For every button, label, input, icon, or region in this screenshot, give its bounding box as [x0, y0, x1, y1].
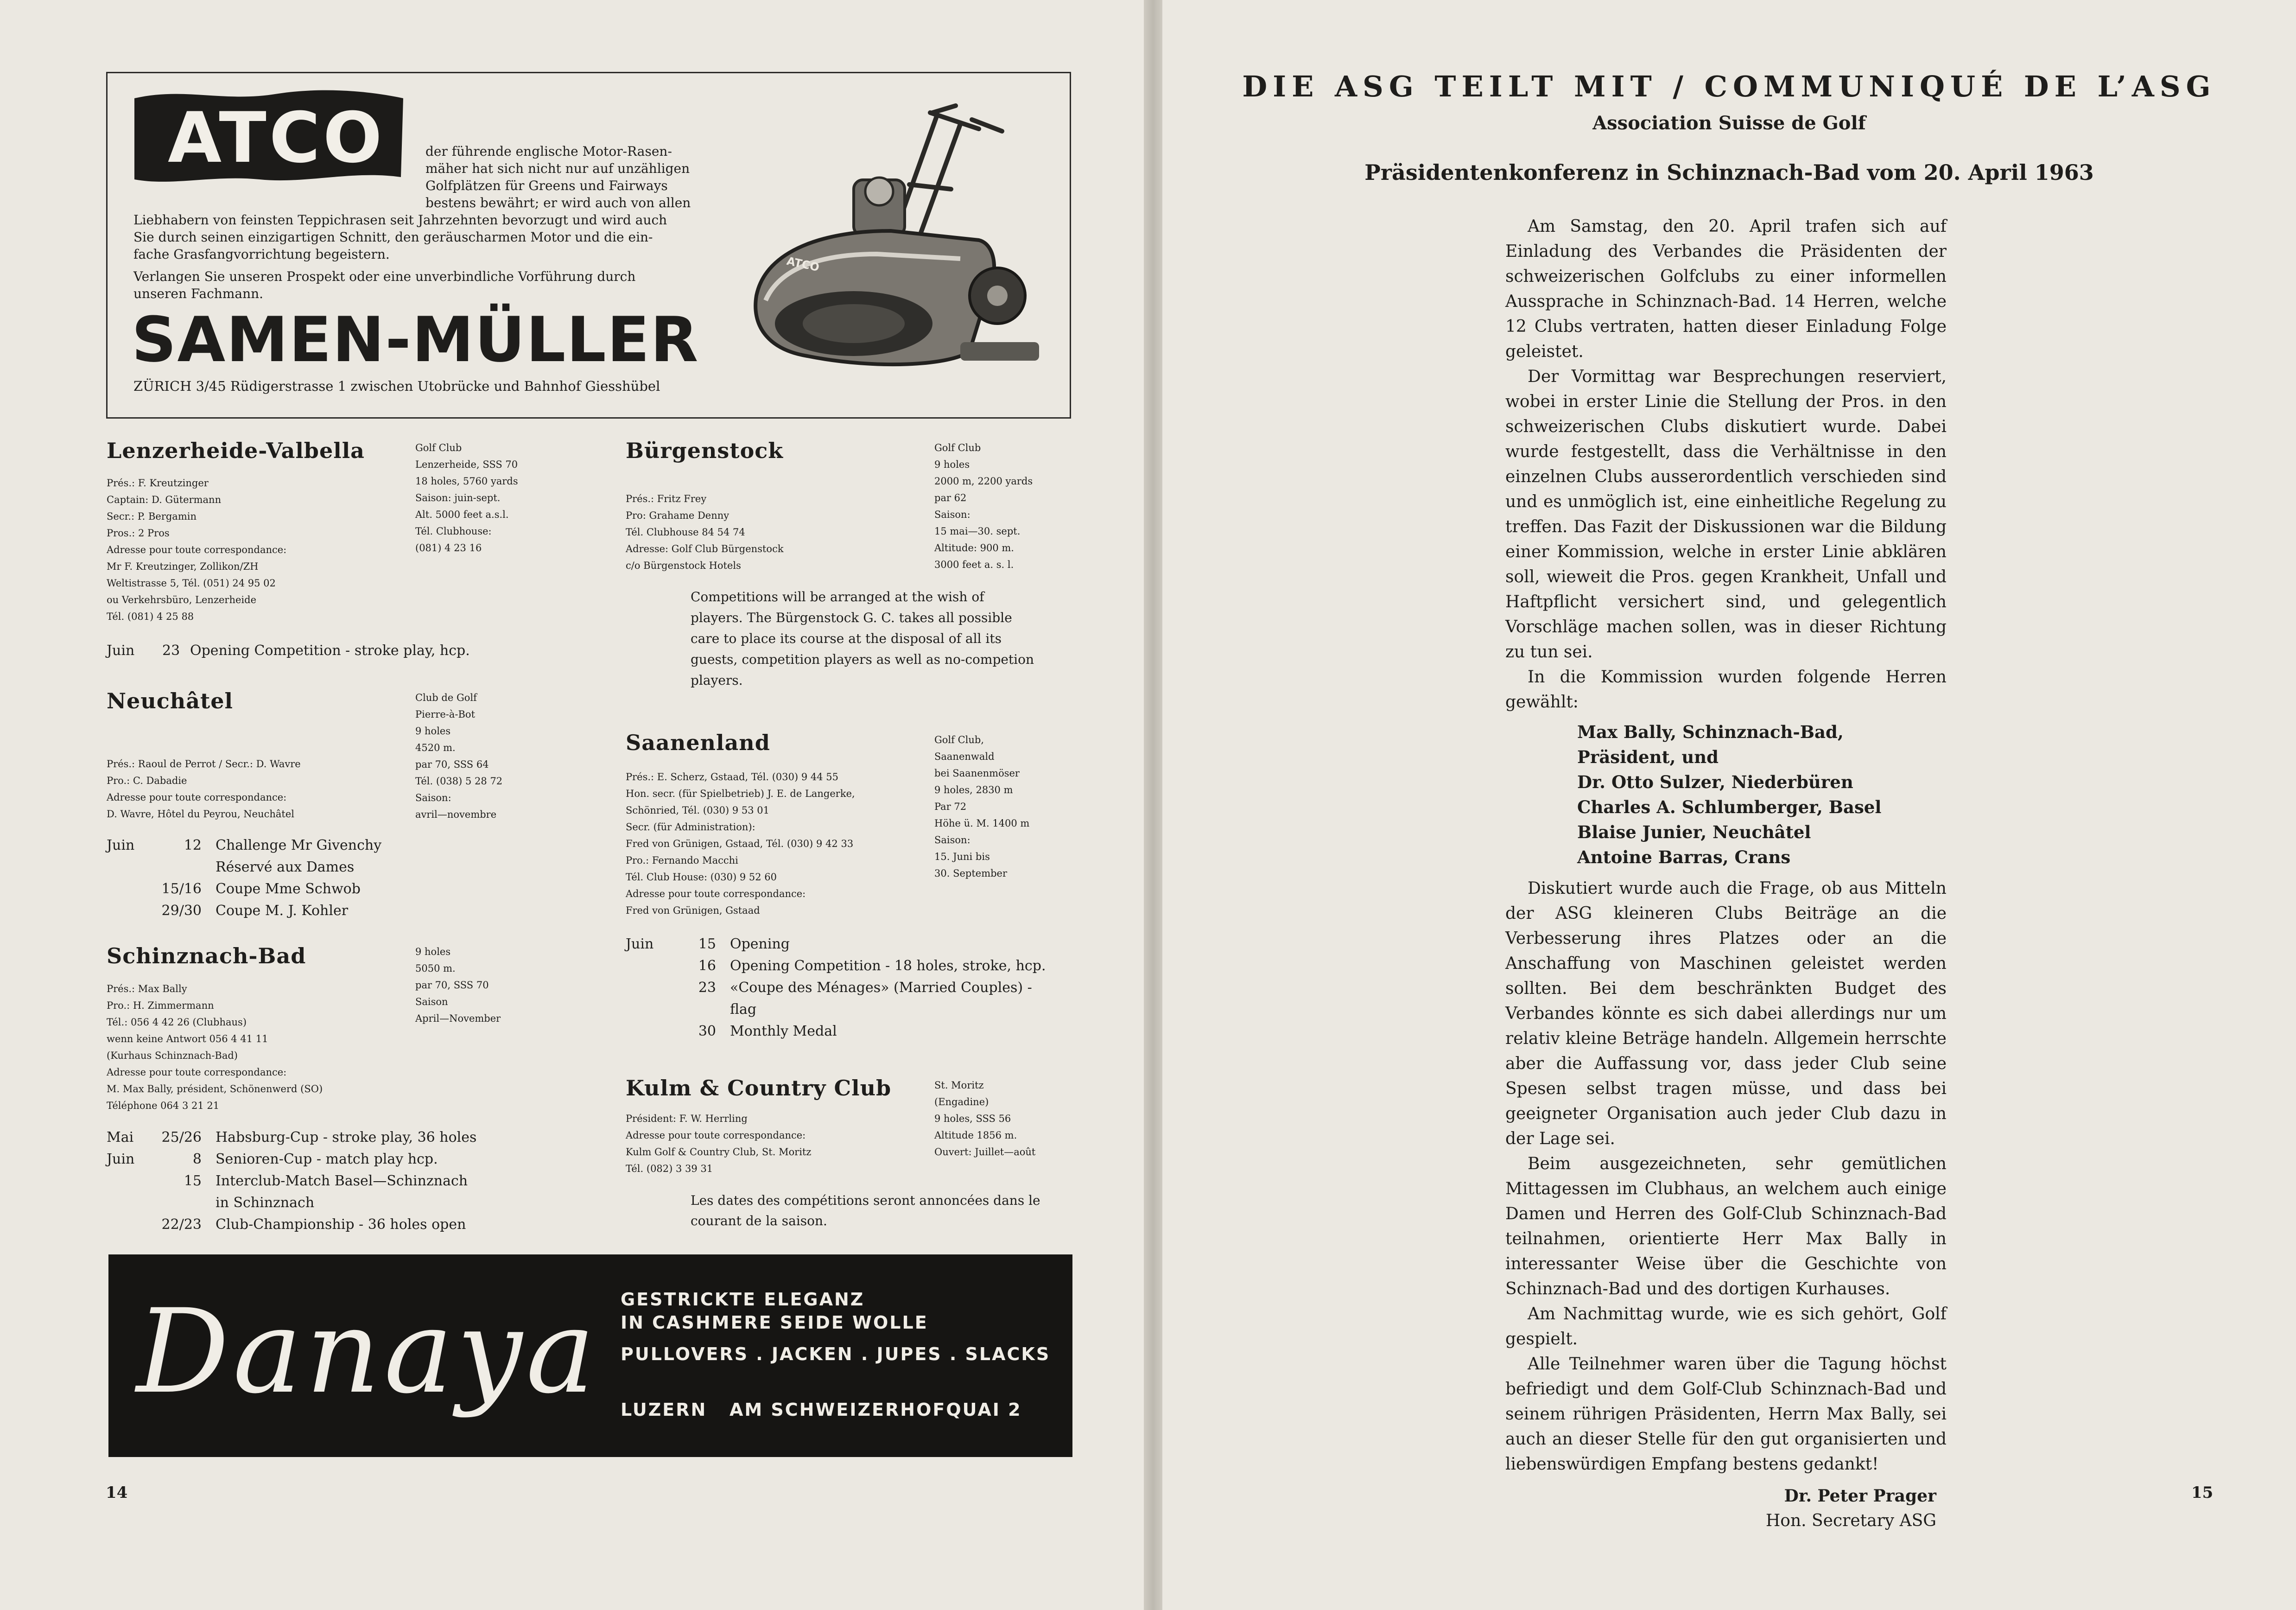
article-paragraph: Beim ausgezeichneten, sehr gemütlichen Mittagessen im Clubhaus, an welchem auch einige Damen und Herren des Golf-Club Schinznach-Bad teilnahmen, orientierte Herr Max Bally in interessanter Weise über die Geschichte von Schinznach-Bad und des dortigen Kurhauses.	[1505, 1154, 1947, 1298]
danaya-script-logo: Danaya	[136, 1284, 599, 1419]
kulm-note: Les dates des compétitions seront annoncées dans le courant de la saison.	[691, 1193, 1040, 1228]
club-info-burgenstock: Golf Club 9 holes 2000 m, 2200 yards par 62 Saison: 15 mai—30. sept. Altitude: 900 m. 3000 feet a. s. l.	[934, 442, 1033, 570]
article-title: Präsidentenkonferenz in Schinznach-Bad vom 20. April 1963	[1364, 160, 2094, 185]
event-row: Mai 25/26 Habsburg-Cup - stroke play, 36 holes	[107, 1129, 477, 1145]
book-gutter	[1144, 0, 1162, 1610]
atco-logo-text: ATCO	[168, 98, 385, 178]
commission-members: Max Bally, Schinznach-Bad, Präsident, und Dr. Otto Sulzer, Niederbüren Charles A. Schlumberger, Basel Blaise Junier, Neuchâtel Antoine Barras, Crans	[1577, 722, 1882, 867]
club-info-schinznach: 9 holes 5050 m. par 70, SSS 70 Saison April—November	[415, 946, 501, 1024]
event-list-saanenland	[626, 933, 1046, 1042]
burgenstock-note: Competitions will be arranged at the wish of players. The Bürgenstock G. C. takes all possible care to place its course at the disposal of all its guests, competition players as well as no-competion players.	[691, 589, 1034, 688]
event-row: Juin 15 Opening	[626, 936, 790, 952]
article-paragraph: Alle Teilnehmer waren über die Tagung höchst befriedigt und dem Golf-Club Schinznach-Bad und seinem rührigen Präsidenten, Herrn Max Bally, sei auch an dieser Stelle für den gut organisierten und liebenswürdigen Empfang bestens gedankt!	[1505, 1355, 1947, 1474]
page-number-right: 15	[2191, 1483, 2214, 1502]
article-paragraph: Der Vormittag war Besprechungen reserviert, wobei in erster Linie die Stellung der Pros. in den schweizerischen Clubs diskutiert wurde. Dabei wurde festgestellt, dass die Verhältnisse in den einzelnen Clubs ausserordentlich verschieden sind und es unmöglich ist, eine einheitliche Regelung zu treffen. Das Fazit der Diskussionen war die Bildung einer Kommission, welche in erster Linie abklären soll, wieweit die Pros. gegen Krankheit, Unfall und Haftpflicht versichert sind, und gelegentlich Vorschläge machen sollen, was in dieser Richtung zu tun sei.	[1505, 367, 1947, 662]
club-contacts-lenzerheide: Prés.: F. Kreutzinger Captain: D. Gütermann Secr.: P. Bergamin Pros.: 2 Pros Adresse pour toute correspondance: Mr F. Kreutzinger, Zollikon/ZH Weltistrasse 5, Tél. (051) 24 95 02 ou Verkehrsbüro, Lenzerheide Tél. (081) 4 25 88	[107, 477, 287, 622]
club-contacts-neuchatel: Prés.: Raoul de Perrot / Secr.: D. Wavre Pro.: C. Dabadie Adresse pour toute correspondance: D. Wavre, Hôtel du Peyrou, Neuchâtel	[107, 758, 301, 820]
article-paragraph: Am Nachmittag wurde, wie es sich gehört, Golf gespielt.	[1505, 1305, 1947, 1349]
event-row: Réservé aux Dames	[216, 859, 355, 875]
left-page	[0, 0, 1144, 1610]
article-paragraph: Diskutiert wurde auch die Frage, ob aus Mitteln der ASG kleineren Clubs Beiträge an die Verbesserung ihres Platzes oder an die Anschaffung von Maschinen geleistet werden sollten. Bei dem beschränkten Budget des Verbandes könnte es sich dabei allerdings nur um relativ kleine Beträge handeln. Allgemein herrschte aber die Auffassung vor, dass jeder Club seine Spesen selbst tragen müsse, und dass bei geeigneter Organisation auch jeder Club dazu in der Lage sei.	[1505, 879, 1947, 1148]
event-list-schinznach	[107, 1126, 476, 1235]
event-row: 30 Monthly Medal	[698, 1023, 837, 1039]
right-page	[1162, 0, 2296, 1610]
lawn-mower-image	[738, 92, 1058, 379]
club-title-saanenland: Saanenland	[626, 730, 770, 755]
article-body	[1505, 214, 1947, 1534]
event-list-lenzerheide	[107, 640, 470, 662]
article-paragraph: Am Samstag, den 20. April trafen sich auf Einladung des Verbandes die Präsidenten der schweizerischen Golfclubs zu einer informellen Aussprache in Schinznach-Bad. 14 Herren, welche 12 Clubs vertraten, hatten dieser Einladung Folge geleistet.	[1505, 217, 1947, 361]
atco-advertisement	[106, 72, 1071, 419]
danaya-products: PULLOVERS . JACKEN . JUPES . SLACKS	[621, 1344, 1051, 1364]
event-row: Juin 12 Challenge Mr Givenchy	[107, 837, 382, 853]
signature-title: Hon. Secretary ASG	[1765, 1511, 1936, 1530]
club-info-lenzerheide: Golf Club Lenzerheide, SSS 70 18 holes, 5760 yards Saison: juin-sept. Alt. 5000 feet a.s.l. Tél. Clubhouse: (081) 4 23 16	[415, 442, 518, 554]
club-title-schinznach: Schinznach-Bad	[107, 943, 306, 968]
asg-heading: DIE ASG TEILT MIT / COMMUNIQUÉ DE L’ASG	[1242, 70, 2216, 103]
club-contacts-saanenland: Prés.: E. Scherz, Gstaad, Tél. (030) 9 44 55 Hon. secr. (für Spielbetrieb) J. E. de Langerke, Schönried, Tél. (030) 9 53 01 Secr. (für Administration): Fred von Grünigen, Gstaad, Tél. (030) 9 42 33 Pro.: Fernando Macchi Tél. Club House: (030) 9 52 60 Adresse pour toute correspondance: Fred von Grünigen, Gstaad	[626, 771, 855, 916]
atco-prospect-text: Verlangen Sie unseren Prospekt oder eine unverbindliche Vorführung durch unseren Fachmann.	[133, 269, 636, 301]
club-contacts-kulm: Président: F. W. Herrling Adresse pour toute correspondance: Kulm Golf & Country Club, St. Moritz Tél. (082) 3 39 31	[626, 1113, 812, 1174]
samen-mueller-address: ZÜRICH 3/45 Rüdigerstrasse 1 zwischen Utobrücke und Bahnhof Giesshübel	[133, 378, 660, 394]
club-info-kulm: St. Moritz (Engadine) 9 holes, SSS 56 Altitude 1856 m. Ouvert: Juillet—août	[934, 1080, 1036, 1158]
event-row: 29/30 Coupe M. J. Kohler	[161, 903, 349, 919]
event-row: 22/23 Club-Championship - 36 holes open	[161, 1216, 466, 1233]
event-row: 15 Interclub-Match Basel—Schinznach	[184, 1173, 468, 1189]
danaya-advertisement	[108, 1254, 1072, 1457]
event-row: in Schinznach	[216, 1195, 315, 1211]
event-row: 16 Opening Competition - 18 holes, stroke, hcp.	[698, 958, 1046, 974]
event-row: Juin 8 Senioren-Cup - match play hcp.	[107, 1151, 438, 1167]
article-paragraph: In die Kommission wurden folgende Herren gewählt:	[1505, 668, 1947, 712]
club-title-lenzerheide: Lenzerheide-Valbella	[107, 438, 365, 463]
event-row: 23 «Coupe des Ménages» (Married Couples) -	[698, 980, 1032, 996]
event-row: 15/16 Coupe Mme Schwob	[161, 881, 361, 897]
asg-subheading: Association Suisse de Golf	[1592, 112, 1866, 134]
danaya-address: LUZERN AM SCHWEIZERHOFQUAI 2	[621, 1400, 1022, 1420]
club-info-neuchatel: Club de Golf Pierre-à-Bot 9 holes 4520 m. par 70, SSS 64 Tél. (038) 5 28 72 Saison: avril—novembre	[415, 692, 503, 820]
club-contacts-burgenstock: Prés.: Fritz Frey Pro: Grahame Denny Tél. Clubhouse 84 54 74 Adresse: Golf Club Bürgenstock c/o Bürgenstock Hotels	[626, 493, 784, 571]
samen-mueller-brand: SAMEN-MÜLLER	[132, 304, 699, 376]
event-row: Juin 23 Opening Competition - stroke play, hcp.	[107, 643, 470, 659]
atco-description: der führende englische Motor-Rasen- mäher hat sich nicht nur auf unzähligen Golfplätzen für Greens und Fairways bestens bewährt; er wird auch von allen	[425, 144, 691, 210]
danaya-tagline-1: GESTRICKTE ELEGANZ	[621, 1289, 865, 1310]
mower-brand-label: ATCO	[785, 254, 821, 274]
page-number-left: 14	[106, 1483, 128, 1502]
club-info-saanenland: Golf Club, Saanenwald bei Saanenmöser 9 holes, 2830 m Par 72 Höhe ü. M. 1400 m Saison: 15. Juni bis 30. September	[934, 734, 1030, 879]
danaya-tagline-2: IN CASHMERE SEIDE WOLLE	[621, 1312, 928, 1333]
club-contacts-schinznach: Prés.: Max Bally Pro.: H. Zimmermann Tél.: 056 4 42 26 (Clubhaus) wenn keine Antwort 056 4 41 11 (Kurhaus Schinznach-Bad) Adresse pour toute correspondance: M. Max Bally, président, Schönenwerd (SO) Téléphone 064 3 21 21	[107, 983, 323, 1111]
signature-name: Dr. Peter Prager	[1784, 1486, 1936, 1506]
event-list-neuchatel	[107, 834, 381, 922]
club-title-burgenstock: Bürgenstock	[626, 438, 784, 463]
atco-description-continued: Liebhabern von feinsten Teppichrasen seit Jahrzehnten bevorzugt und wird auch Sie durch seinen einzigartigen Schnitt, den geräuscharmen Motor und die ein- fache Grasfangvorrichtung begeistern.	[133, 212, 667, 262]
club-title-kulm: Kulm & Country Club	[626, 1075, 892, 1101]
club-title-neuchatel: Neuchâtel	[107, 688, 234, 713]
event-row: flag	[730, 1001, 757, 1018]
